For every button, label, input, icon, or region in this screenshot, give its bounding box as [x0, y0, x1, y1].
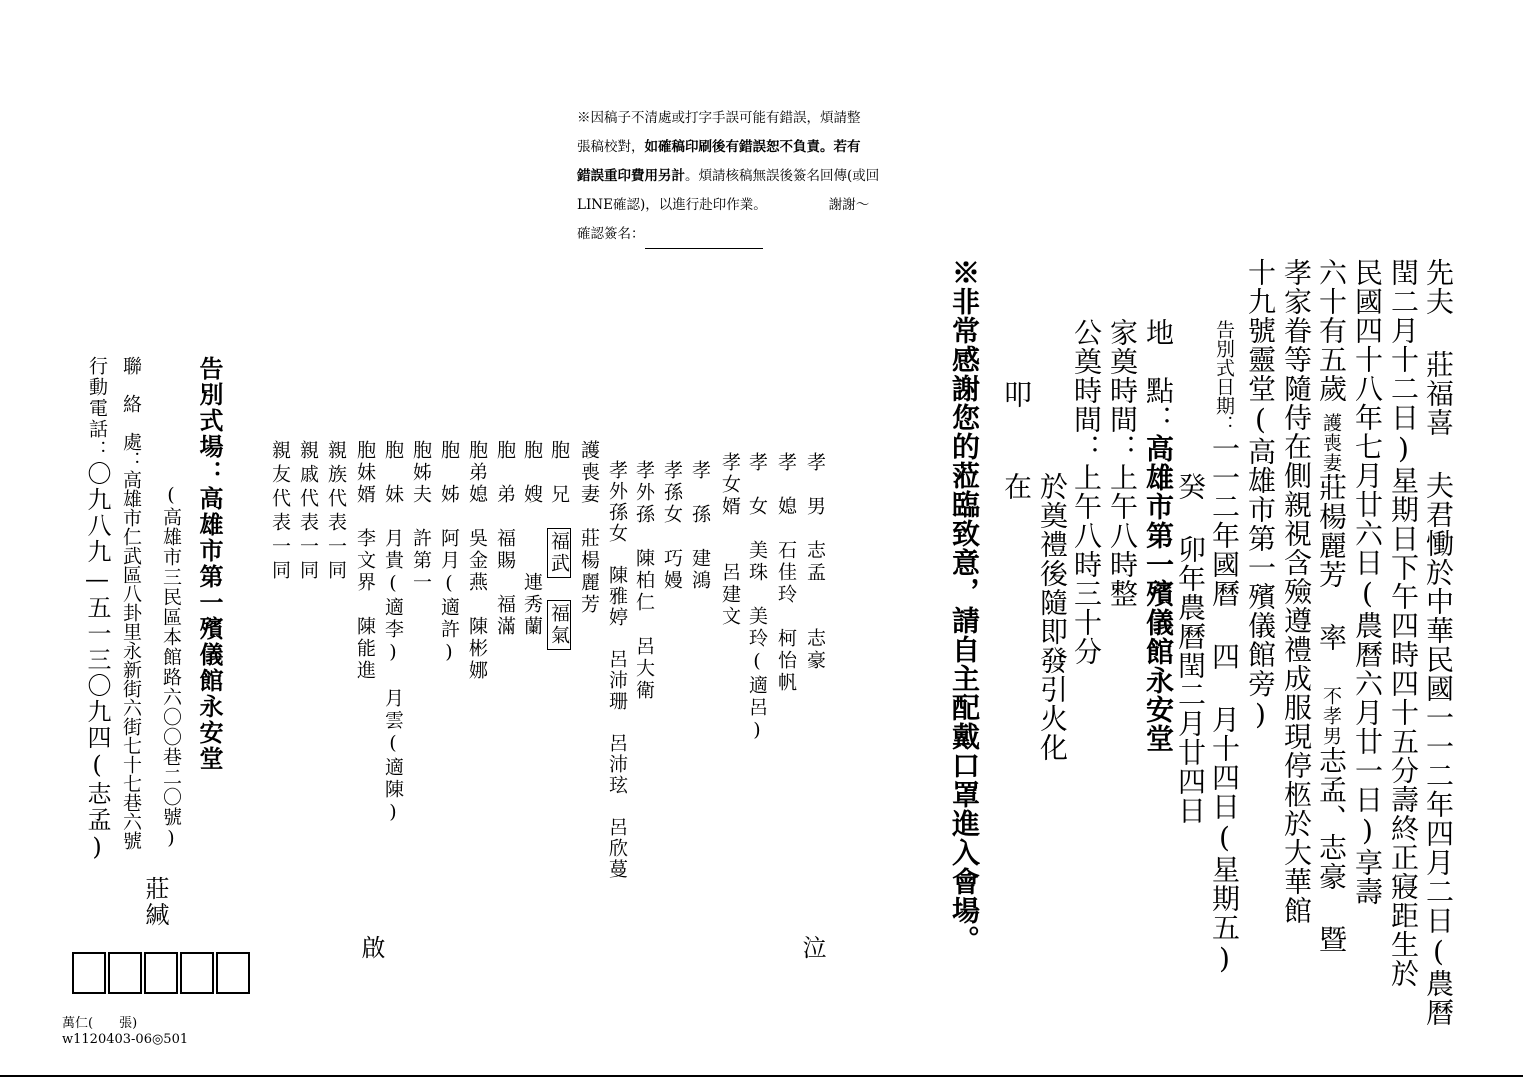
footer-line-1: 萬仁( 張) — [62, 1016, 138, 1031]
seal-box — [144, 952, 178, 994]
main-col-6: 十九號靈堂(高雄市第一殯儀館旁) — [1244, 258, 1277, 732]
contact-col: 聯 絡 處：高雄市仁武區八卦里永新街六街七十七巷六號 — [120, 356, 142, 850]
venue-col: 告別式場：高雄市第一殯儀館永安堂 — [195, 356, 224, 772]
public-time-col: 公奠時間：上午八時三十分 — [1070, 318, 1103, 666]
family-col-9: 護喪妻 莊楊麗芳 — [578, 440, 600, 616]
main-col-5: 孝家眷等隨侍在側親視含殮遵禮成服現停柩於大華館 — [1280, 258, 1313, 925]
seal-box — [180, 952, 214, 994]
family-col-3: 孝 女 美珠 美玲(適呂) — [746, 452, 768, 744]
proofreading-notice — [577, 104, 957, 249]
family-col-16: 胞 妹 月貴(適李) 月雲(適陳) — [382, 440, 404, 826]
family-col-4: 孝女婿 呂建文 — [719, 452, 741, 628]
family-col-1: 孝 男 志孟 志豪 — [804, 452, 826, 672]
place-col: 地 點：高雄市第一殯儀館永安堂 — [1142, 318, 1175, 753]
family-col-6: 孝孫女 巧嫚 — [661, 460, 683, 592]
seal-boxes — [72, 952, 252, 994]
seal-box — [216, 952, 250, 994]
family-col-14: 胞 姊 阿月(適許) — [438, 440, 460, 666]
zai-char: 在 — [1000, 472, 1033, 501]
family-col-8: 孝外孫女 陳雅婷 呂沛珊 呂沛玹 呂欣蔓 — [606, 460, 628, 880]
signer: 莊緘 — [141, 876, 169, 928]
family-col-18: 親族代表一同 — [325, 440, 347, 584]
qi2-char: 啟 — [357, 935, 385, 961]
family-col-13: 胞弟媳 吳金燕 陳彬娜 — [466, 440, 488, 682]
family-col-2: 孝 媳 石佳玲 柯怡帆 — [775, 452, 797, 694]
after-ceremony-col: 於奠禮後隨即發引火化 — [1036, 472, 1069, 762]
qi-char: 泣 — [798, 935, 826, 961]
family-col-17: 胞妹婿 李文界 陳能進 — [354, 440, 376, 682]
notice-line-1: ※因稿子不清處或打字手誤可能有錯誤，煩請整 — [577, 110, 861, 126]
notice-line-2: 張稿校對，如確稿印刷後有錯誤恕不負責。若有 — [577, 139, 861, 155]
seal-box — [108, 952, 142, 994]
seal-box — [72, 952, 106, 994]
signature-line: 確認簽名： — [577, 220, 957, 249]
name-box-fuqi: 福氣 — [547, 600, 571, 650]
signature-blank[interactable] — [645, 234, 763, 249]
main-col-3: 民國四十八年七月廿六日(農曆六月廿一日)享壽 — [1351, 258, 1384, 906]
main-col-4: 六十有五歲護喪妻莊楊麗芳 率 不孝男志孟、志豪 暨 — [1315, 258, 1348, 954]
family-time-col: 家奠時間：上午八時整 — [1106, 318, 1139, 608]
mask-notice: ※非常感謝您的蒞臨致意，請自主配戴口罩進入會場。 — [948, 258, 981, 954]
phone-col: 行動電話：〇九八九—五一三〇九四(志孟) — [83, 356, 111, 863]
ceremony-date-col: 告別式日期：一一二年國曆 四 月十四日(星期五) — [1208, 320, 1241, 976]
family-col-11: 胞 嫂 連秀蘭 — [521, 440, 543, 638]
family-col-12: 胞 弟 福賜 福滿 — [494, 440, 516, 638]
footer-line-2: w1120403-06◎501 — [62, 1032, 189, 1047]
lunar-date-col: 癸 卯年農曆閏二月廿四日 — [1174, 472, 1207, 825]
venue-address: (高雄市三民區本館路六〇〇巷二〇號) — [160, 484, 182, 850]
notice-line-3: 錯誤重印費用另計。煩請核稿無誤後簽名回傳(或回 — [577, 168, 880, 184]
kou-char: 叩 — [1000, 380, 1033, 409]
notice-line-4: LINE確認)，以進行赴印作業。 謝謝～ — [577, 197, 870, 213]
family-col-7: 孝外孫 陳柏仁 呂大衛 — [633, 460, 655, 702]
family-col-15: 胞姊夫 許第一 — [410, 440, 432, 594]
family-col-19: 親戚代表一同 — [297, 440, 319, 584]
main-col-2: 閏二月十二日)星期日下午四時四十五分壽終正寢距生於 — [1387, 258, 1420, 988]
main-col-1: 先夫 莊福喜 夫君慟於中華民國一一二年四月二日(農曆 — [1422, 258, 1455, 1027]
thanks-text: 謝謝～ — [828, 197, 870, 213]
family-col-20: 親友代表一同 — [269, 440, 291, 584]
family-col-10: 胞 兄 福武 福氣 — [546, 440, 573, 650]
family-col-5: 孝 孫 建鴻 — [689, 460, 711, 592]
name-box-fuwu: 福武 — [547, 528, 571, 578]
